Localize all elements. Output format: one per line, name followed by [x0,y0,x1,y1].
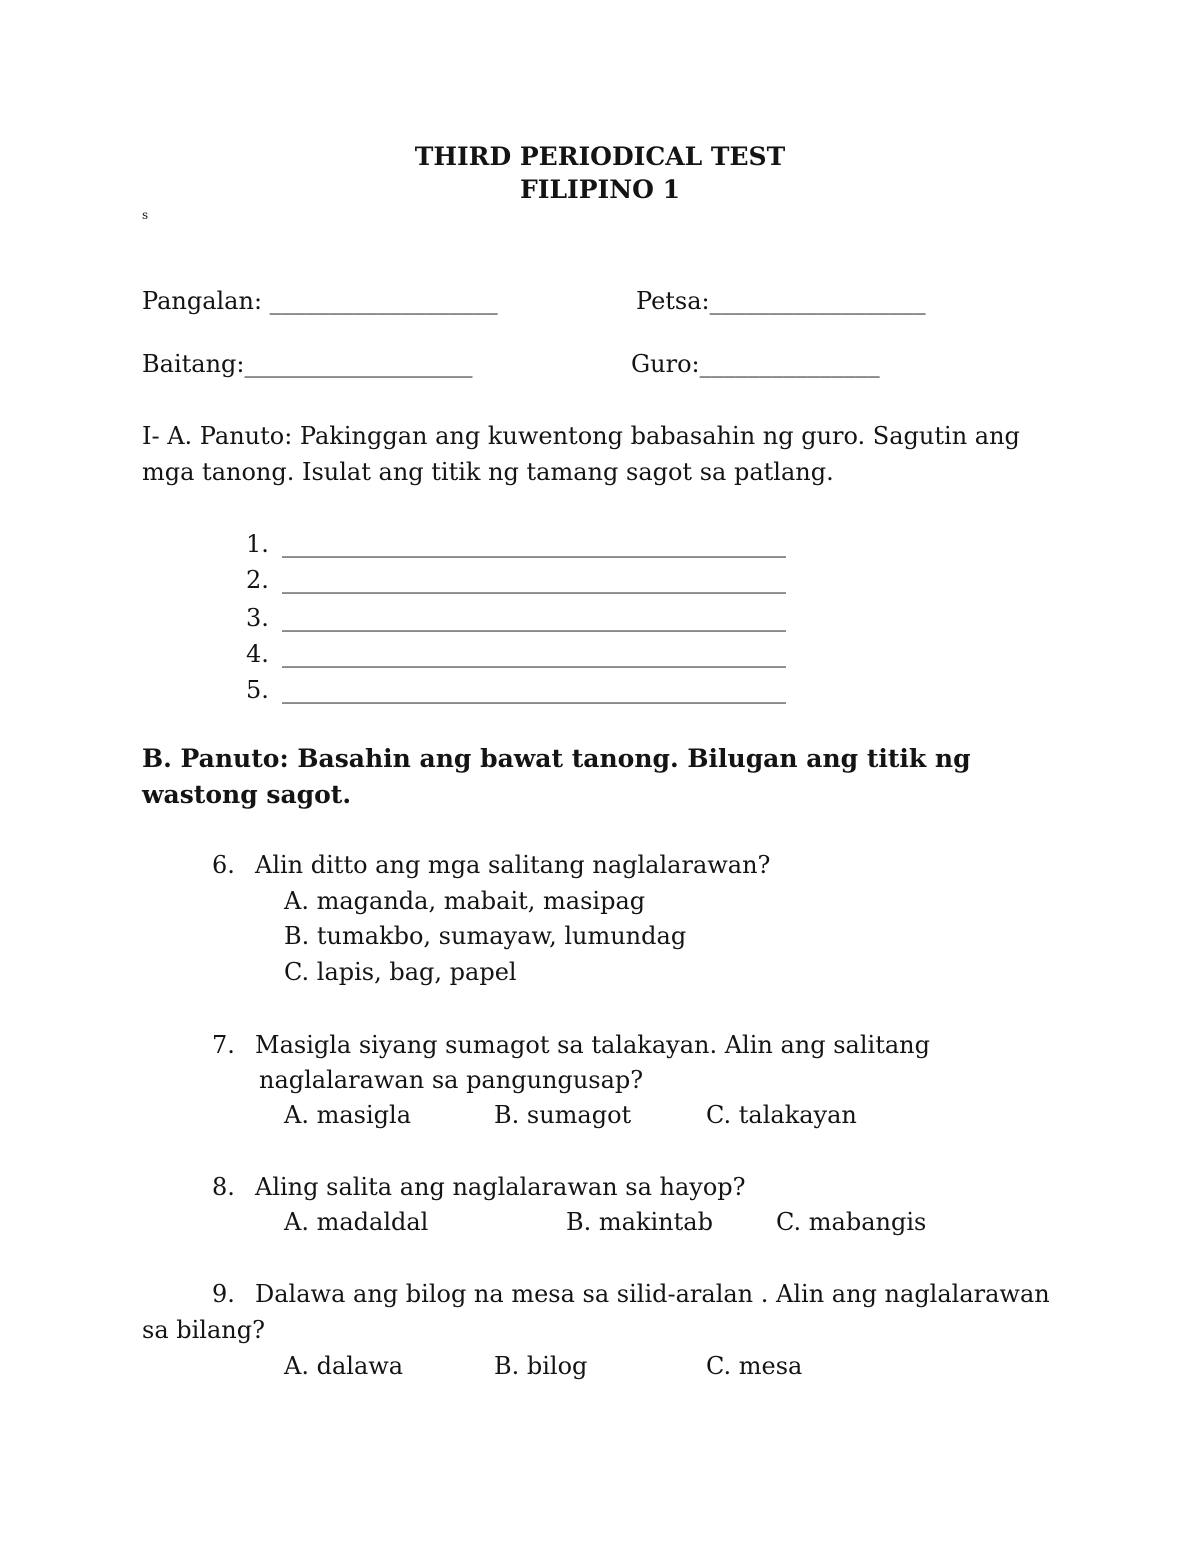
question-6-choice-a[interactable]: A. maganda, mabait, masipag [284,887,646,915]
section-a-instruction-line2: mga tanong. Isulat ang titik ng tamang sagot sa patlang. [142,458,834,486]
question-8-number: 8. [212,1173,235,1201]
question-9-number: 9. [212,1280,235,1308]
question-8-text: Aling salita ang naglalarawan sa hayop? [255,1173,746,1201]
question-8-choice-b[interactable]: B. makintab [566,1208,713,1236]
question-9-text-line1: Dalawa ang bilog na mesa sa silid-aralan . Alin ang naglalarawan [255,1280,1050,1308]
answer-blank-2[interactable]: __________________________________________ [282,566,786,594]
baitang-field[interactable]: Baitang:___________________ [142,350,473,378]
pangalan-field[interactable]: Pangalan: ___________________ [142,287,498,315]
answer-number-4: 4. [246,640,269,668]
question-6-text: Alin ditto ang mga salitang naglalarawan? [255,851,771,879]
answer-blank-1[interactable]: __________________________________________ [282,530,786,558]
page-title: THIRD PERIODICAL TEST [414,142,786,171]
question-9-choice-a[interactable]: A. dalawa [284,1352,404,1380]
question-9-text-line2: sa bilang? [142,1316,265,1344]
question-8-choice-c[interactable]: C. mabangis [776,1208,927,1236]
guro-field[interactable]: Guro:_______________ [631,350,880,378]
answer-blank-5[interactable]: __________________________________________ [282,676,786,704]
stray-mark: s [142,208,149,222]
answer-blank-4[interactable]: __________________________________________ [282,640,786,668]
petsa-field[interactable]: Petsa:__________________ [636,287,926,315]
question-7-choice-a[interactable]: A. masigla [284,1101,411,1129]
answer-number-1: 1. [246,530,269,558]
question-7-choice-c[interactable]: C. talakayan [706,1101,857,1129]
section-b-instruction-line1: B. Panuto: Basahin ang bawat tanong. Bilugan ang titik ng [142,744,971,773]
question-9-choice-b[interactable]: B. bilog [494,1352,588,1380]
question-6-number: 6. [212,851,235,879]
answer-number-2: 2. [246,566,269,594]
question-7-text-line1: Masigla siyang sumagot sa talakayan. Alin ang salitang [255,1031,930,1059]
question-6-choice-b[interactable]: B. tumakbo, sumayaw, lumundag [284,922,687,950]
section-a-instruction-line1: I- A. Panuto: Pakinggan ang kuwentong babasahin ng guro. Sagutin ang [142,422,1020,450]
answer-blank-3[interactable]: __________________________________________ [282,604,786,632]
answer-number-5: 5. [246,676,269,704]
question-7-number: 7. [212,1031,235,1059]
question-7-text-line2: naglalarawan sa pangungusap? [259,1066,644,1094]
question-9-choice-c[interactable]: C. mesa [706,1352,803,1380]
question-7-choice-b[interactable]: B. sumagot [494,1101,632,1129]
question-6-choice-c[interactable]: C. lapis, bag, papel [284,958,517,986]
page-subtitle: FILIPINO 1 [520,175,680,204]
answer-number-3: 3. [246,604,269,632]
section-b-instruction-line2: wastong sagot. [142,780,352,809]
question-8-choice-a[interactable]: A. madaldal [284,1208,429,1236]
